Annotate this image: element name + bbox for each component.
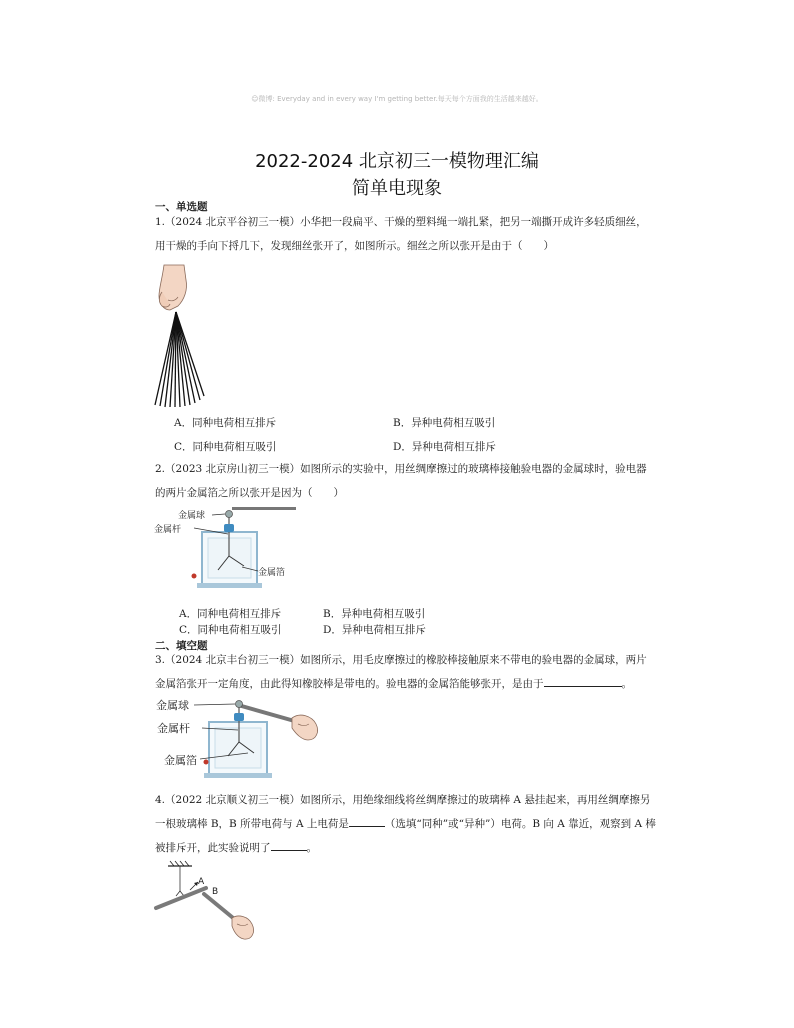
plastic-strands: [155, 312, 204, 407]
insulating-stopper: [234, 713, 244, 721]
question-3-line-1: 3.（2024 北京丰台初三一模）如图所示，用毛皮摩擦过的橡胶棒接触原来不带电的验电器的金属球，两片: [155, 654, 647, 666]
question-4-text: [155, 788, 715, 860]
glass-rod: [232, 507, 296, 510]
question-1-text: [155, 210, 715, 258]
hand-icon: [292, 715, 318, 740]
metal-ball: [226, 511, 233, 518]
label-metal-rod: 金属杆: [157, 722, 190, 735]
question-4-line-3-before: 被排斥开，此实验说明了: [155, 842, 271, 854]
q2-option-c[interactable]: C．同种电荷相互吸引: [179, 624, 282, 636]
q1-option-c[interactable]: C．同种电荷相互吸引: [174, 441, 277, 453]
q1-option-d[interactable]: D．异种电荷相互排斥: [393, 441, 496, 453]
question-2-line-1: 2.（2023 北京房山初三一模）如图所示的实验中，用丝绸摩擦过的玻璃棒接触验电器的金属球时，验电器: [155, 463, 647, 475]
rubber-rod: [238, 705, 298, 722]
label-rod-b: B: [212, 887, 219, 897]
metal-ball: [236, 701, 243, 708]
question-4-line-2: [155, 812, 715, 836]
answer-blank-q3[interactable]: [544, 673, 622, 687]
electroscope-base: [197, 583, 262, 588]
q2-option-d[interactable]: D．异种电荷相互排斥: [323, 624, 426, 636]
q2-option-a[interactable]: A．同种电荷相互排斥: [179, 608, 282, 620]
section-heading-fill-blank: 二、填空题: [155, 640, 208, 652]
question-4-line-2-after: （选填“同种”或“异种”）电荷。B 向 A 靠近，观察到 A 棒: [384, 818, 656, 830]
q1-option-a[interactable]: A．同种电荷相互排斥: [174, 417, 277, 429]
electroscope-base: [204, 773, 272, 778]
page-subtitle: 简单电现象: [352, 178, 442, 199]
question-2-text: [155, 457, 715, 505]
label-metal-foil: 金属箔: [258, 568, 286, 578]
label-metal-foil: 金属箔: [164, 754, 197, 767]
question-4-line-3: [155, 836, 715, 860]
question-3-line-2: [155, 672, 715, 696]
question-1-line-1: 1.（2024 北京平谷初三一模）小华把一段扁平、干燥的塑料绳一端扎紧，把另一端撕开成许多轻质细丝，: [155, 216, 647, 228]
question-3-text: [155, 648, 715, 696]
plastic-strands-figure: [150, 260, 210, 410]
insulating-stopper: [224, 524, 234, 532]
page-title: 2022-2024 北京初三一模物理汇编: [255, 151, 539, 172]
answer-blank-q4-2[interactable]: [271, 837, 307, 851]
question-1-line-2: 用干燥的手向下捋几下，发现细丝张开了，如图所示。细丝之所以张开是由于（ ）: [155, 240, 554, 252]
label-metal-ball: 金属球: [156, 699, 189, 712]
q2-option-b[interactable]: B．异种电荷相互吸引: [323, 608, 426, 620]
question-3-line-2-after: 。: [621, 678, 632, 690]
question-4-line-1: 4.（2022 北京顺义初三一模）如图所示，用绝缘细线将丝绸摩擦过的玻璃棒 A 悬挂起来，再用丝绸摩擦另: [155, 794, 651, 806]
label-rod-a: A: [198, 877, 205, 887]
hand-icon: [232, 916, 254, 939]
electroscope-figure-q2: [150, 504, 310, 604]
watermark: ☺微博: Everyday and in every way I'm getting better.每天每个方面我的生活越来越好。: [251, 95, 543, 103]
electroscope-figure-q3: [152, 696, 327, 788]
label-metal-rod: 金属杆: [154, 525, 182, 535]
label-metal-ball: 金属球: [178, 511, 206, 521]
question-4-line-2-before: 一根玻璃棒 B，B 所带电荷与 A 上电荷是: [155, 818, 349, 830]
suspended-rods-figure: [152, 860, 262, 942]
question-3-line-2-before: 金属箔张开一定角度，由此得知橡胶棒是带电的。验电器的金属箔能够张开，是由于: [155, 678, 544, 690]
glass-rod-a: [156, 888, 206, 908]
question-4-line-3-after: 。: [306, 842, 317, 854]
question-2-line-2: 的两片金属箔之所以张开是因为（ ）: [155, 487, 344, 499]
q1-option-b[interactable]: B．异种电荷相互吸引: [393, 417, 496, 429]
hand-icon: [159, 265, 187, 310]
answer-blank-q4-1[interactable]: [349, 813, 385, 827]
section-heading-single-choice: 一、单选题: [155, 201, 208, 213]
